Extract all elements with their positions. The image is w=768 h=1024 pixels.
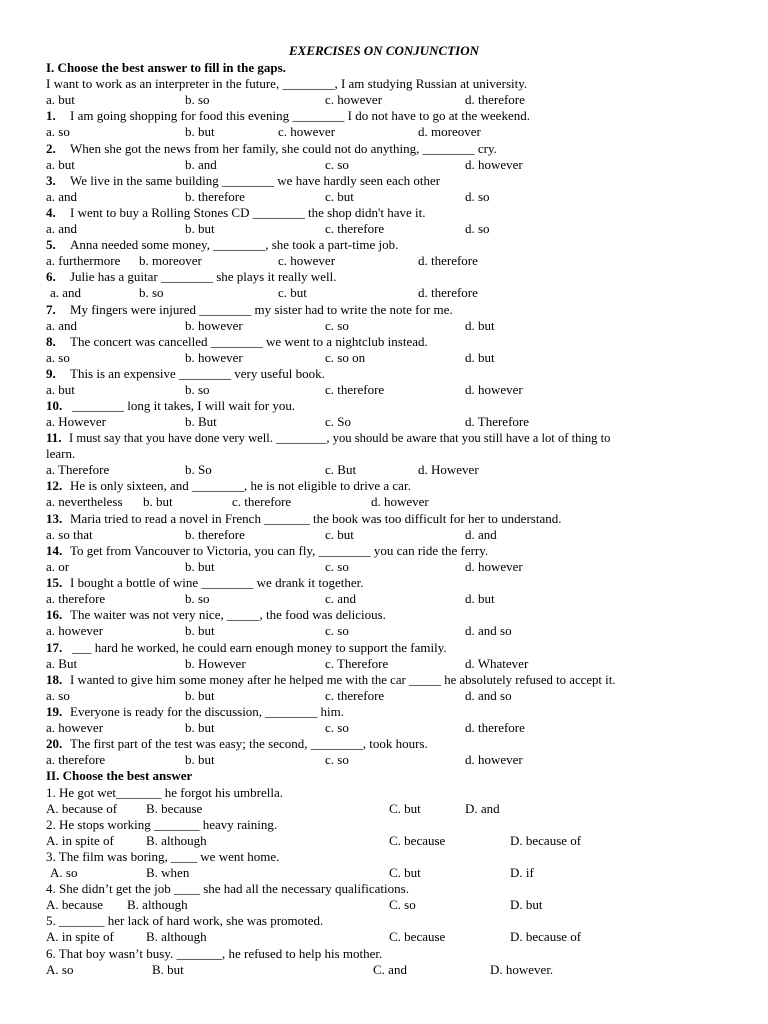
- question-text: 3. The film was boring, ____ we went home.: [46, 849, 280, 864]
- question-number: 20.: [46, 736, 63, 751]
- option-a: a. nevertheless: [46, 494, 123, 509]
- question-text-continued: learn.: [46, 446, 76, 461]
- option-a: A. so: [46, 962, 74, 977]
- option-a: A. so: [50, 865, 78, 880]
- option-a: a. however: [46, 720, 104, 735]
- question-number: 2.: [46, 141, 56, 156]
- question-text: To get from Vancouver to Victoria, you can fly, ________ you can ride the ferry.: [70, 543, 489, 558]
- option-a: a. However: [46, 414, 106, 429]
- question-text: Anna needed some money, ________, she took a part-time job.: [70, 237, 399, 252]
- option-c: c. but: [278, 285, 307, 300]
- option-c: c. however: [278, 124, 336, 139]
- option-b: B. when: [146, 865, 190, 880]
- option-d: d. so: [465, 221, 490, 236]
- option-d: d. therefore: [418, 253, 478, 268]
- option-b: b. but: [185, 124, 215, 139]
- option-b: B. although: [127, 897, 188, 912]
- option-d: d. so: [465, 189, 490, 204]
- option-a: a. therefore: [46, 591, 106, 606]
- option-c: c. therefore: [325, 688, 385, 703]
- option-d: d. therefore: [418, 285, 478, 300]
- option-a: a. Therefore: [46, 462, 110, 477]
- question-text: I am going shopping for food this evening ________ I do not have to go at the weekend.: [70, 108, 530, 123]
- option-d: d. moreover: [418, 124, 481, 139]
- option-b: b. and: [185, 157, 217, 172]
- option-c: c. so: [325, 157, 349, 172]
- question-text: 4. She didn’t get the job ____ she had all the necessary qualifications.: [46, 881, 409, 896]
- option-d: d. Whatever: [465, 656, 529, 671]
- option-b: b. So: [185, 462, 212, 477]
- option-c: c. but: [325, 189, 354, 204]
- question-text: I must say that you have done very well. ________, you should be aware that you still have a lot of thing to: [69, 431, 611, 445]
- option-a: a. and: [46, 318, 78, 333]
- option-d: d. however: [465, 382, 523, 397]
- option-a: a. But: [46, 656, 78, 671]
- option-b: B. but: [152, 962, 184, 977]
- question-text: My fingers were injured ________ my sister had to write the note for me.: [70, 302, 453, 317]
- question-text: Julie has a guitar ________ she plays it really well.: [70, 269, 337, 284]
- question-number: 10.: [46, 398, 63, 413]
- question-text: 6. That boy wasn’t busy. _______, he refused to help his mother.: [46, 946, 383, 961]
- option-c: c. So: [325, 414, 351, 429]
- option-c: c. so: [325, 752, 349, 767]
- question-number: 13.: [46, 511, 63, 526]
- option-d: d. however: [465, 752, 523, 767]
- option-d: D. because of: [510, 833, 582, 848]
- option-c: c. therefore: [325, 221, 385, 236]
- option-a: a. so: [46, 350, 70, 365]
- question-text: The concert was cancelled ________ we went to a nightclub instead.: [70, 334, 428, 349]
- option-c: c. so: [325, 720, 349, 735]
- option-b: B. because: [146, 801, 203, 816]
- option-b: b. However: [185, 656, 246, 671]
- question-number: 19.: [46, 704, 63, 719]
- question-text: I want to work as an interpreter in the future, ________, I am studying Russian at university.: [46, 76, 528, 91]
- option-a: a. and: [46, 189, 78, 204]
- option-d: d. and so: [465, 688, 512, 703]
- option-d: D. but: [510, 897, 543, 912]
- option-c: c. so on: [325, 350, 366, 365]
- question-number: 3.: [46, 173, 56, 188]
- question-text: We live in the same building ________ we have hardly seen each other: [70, 173, 441, 188]
- option-d: d. however: [465, 157, 523, 172]
- option-c: c. but: [325, 527, 354, 542]
- option-d: d. however: [371, 494, 429, 509]
- section-2-heading: II. Choose the best answer: [46, 768, 193, 783]
- option-b: b. therefore: [185, 527, 245, 542]
- question-text: The first part of the test was easy; the second, ________, took hours.: [70, 736, 428, 751]
- option-b: b. but: [185, 559, 215, 574]
- question-number: 6.: [46, 269, 56, 284]
- question-text: ________ long it takes, I will wait for you.: [72, 398, 296, 413]
- question-number: 15.: [46, 575, 63, 590]
- option-c: c. however: [325, 92, 383, 107]
- question-number: 1.: [46, 108, 56, 123]
- option-d: d. therefore: [465, 720, 525, 735]
- option-b: b. therefore: [185, 189, 245, 204]
- option-c: c. however: [278, 253, 336, 268]
- option-b: b. so: [185, 92, 210, 107]
- question-text: 2. He stops working _______ heavy raining.: [46, 817, 278, 832]
- question-text: He is only sixteen, and ________, he is not eligible to drive a car.: [70, 478, 411, 493]
- option-c: c. Therefore: [325, 656, 389, 671]
- option-d: d. therefore: [465, 92, 525, 107]
- option-b: b. so: [139, 285, 164, 300]
- question-text: I wanted to give him some money after he helped me with the car _____ he absolutely refused to accept it.: [70, 673, 616, 687]
- option-b: b. however: [185, 318, 243, 333]
- option-b: b. so: [185, 382, 210, 397]
- option-d: d. however: [465, 559, 523, 574]
- option-a: A. in spite of: [46, 929, 114, 944]
- option-b: b. but: [185, 752, 215, 767]
- question-number: 8.: [46, 334, 56, 349]
- option-b: B. although: [146, 929, 207, 944]
- question-number: 7.: [46, 302, 56, 317]
- question-number: 18.: [46, 672, 63, 687]
- option-b: b. but: [185, 623, 215, 638]
- question-text: When she got the news from her family, she could not do anything, ________ cry.: [70, 141, 497, 156]
- option-a: a. so that: [46, 527, 93, 542]
- option-d: d. and: [465, 527, 497, 542]
- option-d: d. However: [418, 462, 479, 477]
- option-a: a. or: [46, 559, 70, 574]
- option-c: C. and: [373, 962, 407, 977]
- option-b: b. so: [185, 591, 210, 606]
- option-d: D. however.: [490, 962, 554, 977]
- option-c: c. therefore: [325, 382, 385, 397]
- question-text: I went to buy a Rolling Stones CD ________ the shop didn't have it.: [70, 205, 426, 220]
- option-c: c. therefore: [232, 494, 292, 509]
- option-a: a. so: [46, 124, 70, 139]
- option-d: d. but: [465, 318, 495, 333]
- option-b: b. But: [185, 414, 217, 429]
- option-b: b. but: [185, 221, 215, 236]
- option-b: b. however: [185, 350, 243, 365]
- page-title: EXERCISES ON CONJUNCTION: [289, 43, 479, 58]
- option-a: A. in spite of: [46, 833, 114, 848]
- section-1-heading: I. Choose the best answer to fill in the gaps.: [46, 60, 286, 75]
- option-a: a. and: [50, 285, 82, 300]
- option-b: b. but: [185, 720, 215, 735]
- question-text: Everyone is ready for the discussion, ________ him.: [70, 704, 345, 719]
- option-c: C. so: [389, 897, 416, 912]
- question-text: Maria tried to read a novel in French _______ the book was too difficult for her to understand.: [70, 511, 562, 526]
- option-a: a. furthermore: [46, 253, 121, 268]
- question-number: 5.: [46, 237, 56, 252]
- option-a: A. because: [46, 897, 104, 912]
- question-number: 14.: [46, 543, 63, 558]
- option-c: C. but: [389, 865, 421, 880]
- option-c: c. and: [325, 591, 357, 606]
- question-number: 16.: [46, 607, 63, 622]
- option-d: d. but: [465, 350, 495, 365]
- question-number: 11.: [46, 430, 62, 445]
- option-d: D. because of: [510, 929, 582, 944]
- question-number: 17.: [46, 640, 63, 655]
- option-a: a. but: [46, 92, 75, 107]
- option-d: d. but: [465, 591, 495, 606]
- option-d: d. and so: [465, 623, 512, 638]
- option-d: d. Therefore: [465, 414, 530, 429]
- option-c: c. But: [325, 462, 357, 477]
- question-text: ___ hard he worked, he could earn enough money to support the family.: [72, 640, 447, 655]
- question-text: I bought a bottle of wine ________ we drank it together.: [70, 575, 364, 590]
- question-text: 1. He got wet_______ he forgot his umbrella.: [46, 785, 283, 800]
- option-c: c. so: [325, 318, 349, 333]
- option-c: c. so: [325, 623, 349, 638]
- option-c: C. because: [389, 833, 446, 848]
- option-a: a. so: [46, 688, 70, 703]
- option-b: b. but: [185, 688, 215, 703]
- option-c: C. because: [389, 929, 446, 944]
- option-a: a. and: [46, 221, 78, 236]
- question-text: This is an expensive ________ very useful book.: [70, 366, 325, 381]
- option-b: B. although: [146, 833, 207, 848]
- option-c: C. but: [389, 801, 421, 816]
- option-c: c. so: [325, 559, 349, 574]
- question-number: 9.: [46, 366, 56, 381]
- option-b: b. moreover: [139, 253, 202, 268]
- question-number: 4.: [46, 205, 56, 220]
- option-a: a. however: [46, 623, 104, 638]
- option-a: a. therefore: [46, 752, 106, 767]
- option-b: b. but: [143, 494, 173, 509]
- option-d: D. if: [510, 865, 534, 880]
- question-text: 5. _______ her lack of hard work, she was promoted.: [46, 913, 324, 928]
- option-a: a. but: [46, 382, 75, 397]
- option-d: D. and: [465, 801, 500, 816]
- option-a: A. because of: [46, 801, 118, 816]
- question-text: The waiter was not very nice, _____, the food was delicious.: [70, 607, 386, 622]
- question-number: 12.: [46, 478, 63, 493]
- option-a: a. but: [46, 157, 75, 172]
